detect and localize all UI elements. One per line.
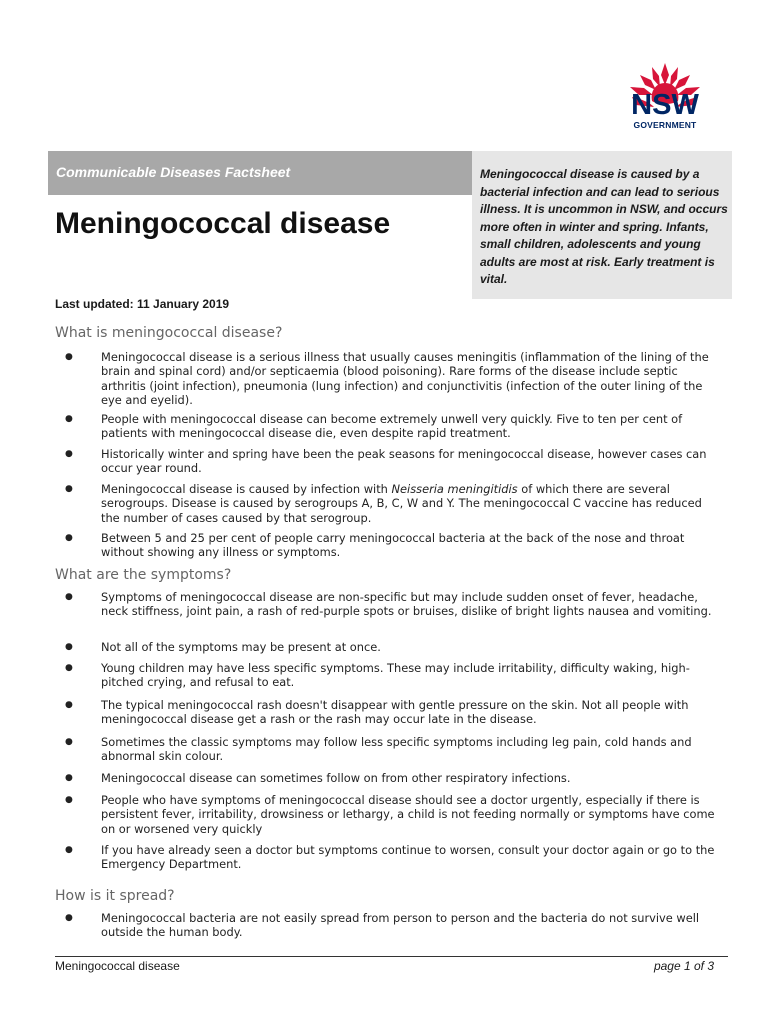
factsheet-banner	[48, 151, 472, 195]
summary-box	[472, 151, 732, 299]
list-item: ● Symptoms of meningococcal disease are non-specific but may include sudden onset of fever, headache, neck stiffness, joint pain, a rash of red-purple spots or bruises, dislike of bright lights nausea and vomiting.	[65, 590, 712, 619]
list-item: ● Meningococcal disease is caused by infection with Neisseria meningitidis of which there are several serogroups. Disease is caused by serogroups A, B, C, W and Y. The meningococcal C vaccine has reduced the number of cases caused by that serogroup.	[65, 482, 702, 525]
nsw-wordmark	[622, 90, 708, 130]
page-title: Meningococcal disease	[55, 207, 391, 240]
logo-nsw: NSW	[631, 89, 699, 121]
footer-divider	[55, 956, 728, 957]
section-heading-symptoms: What are the symptoms?	[55, 567, 232, 583]
footer-page-number: page 1 of 3	[653, 959, 714, 973]
list-item: ● Sometimes the classic symptoms may follow less specific symptoms including leg pain, cold hands and abnormal skin colour.	[65, 735, 692, 764]
footer-document-title: Meningococcal disease	[55, 959, 180, 973]
list-item: ● Young children may have less specific symptoms. These may include irritability, difficulty waking, high-pitched crying, and refusal to eat.	[65, 661, 690, 690]
list-item: ● If you have already seen a doctor but symptoms continue to worsen, consult your doctor again or go to the Emergency Department.	[65, 843, 715, 872]
list-item: ● Not all of the symptoms may be present at once.	[65, 640, 381, 654]
list-item: ● Meningococcal bacteria are not easily spread from person to person and the bacteria do not survive well outside the human body.	[65, 911, 700, 940]
list-item: ● Between 5 and 25 per cent of people carry meningococcal bacteria at the back of the nose and throat without showing any illness or symptoms.	[65, 531, 685, 560]
pathogen-name: Neisseria meningitidis	[391, 482, 518, 496]
list-item: ● People with meningococcal disease can become extremely unwell very quickly. Five to ten per cent of patients with meningococcal disease die, even despite rapid treatment.	[65, 412, 683, 441]
list-item: ● People who have symptoms of meningococcal disease should see a doctor urgently, especially if there is persistent fever, irritability, drowsiness or lethargy, a child is not feeding normally or symptoms have come on or worsened very quickly	[65, 793, 715, 836]
banner-label: Communicable Diseases Factsheet	[56, 164, 291, 180]
list-item: ● The typical meningococcal rash doesn't disappear with gentle pressure on the skin. Not all people with meningococcal disease get a rash or the rash may occur late in the disease.	[65, 698, 689, 727]
section-heading-what-is: What is meningococcal disease?	[55, 325, 283, 341]
last-updated: Last updated: 11 January 2019	[55, 297, 230, 311]
summary-text: Meningococcal disease is caused by a bacterial infection and can lead to serious illness. It is uncommon in NSW, and occurs more often in winter and spring. Infants, small children, adolescents and young adults are most at risk. Early treatment is vital.	[480, 167, 728, 286]
list-item: ● Historically winter and spring have been the peak seasons for meningococcal disease, however cases can occur year round.	[65, 447, 707, 476]
section-heading-spread: How is it spread?	[55, 888, 175, 904]
list-item: ● Meningococcal disease is a serious illness that usually causes meningitis (inflammation of the lining of the brain and spinal cord) and/or septicaemia (blood poisoning). Rare forms of the disease include septic arthritis (joint infection), pneumonia (lung infection) and conjunctivitis (infection of the outer lining of the eye and eyelid).	[65, 350, 709, 407]
list-item: ● Meningococcal disease can sometimes follow on from other respiratory infections.	[65, 771, 571, 785]
logo-government: GOVERNMENT	[633, 120, 697, 130]
